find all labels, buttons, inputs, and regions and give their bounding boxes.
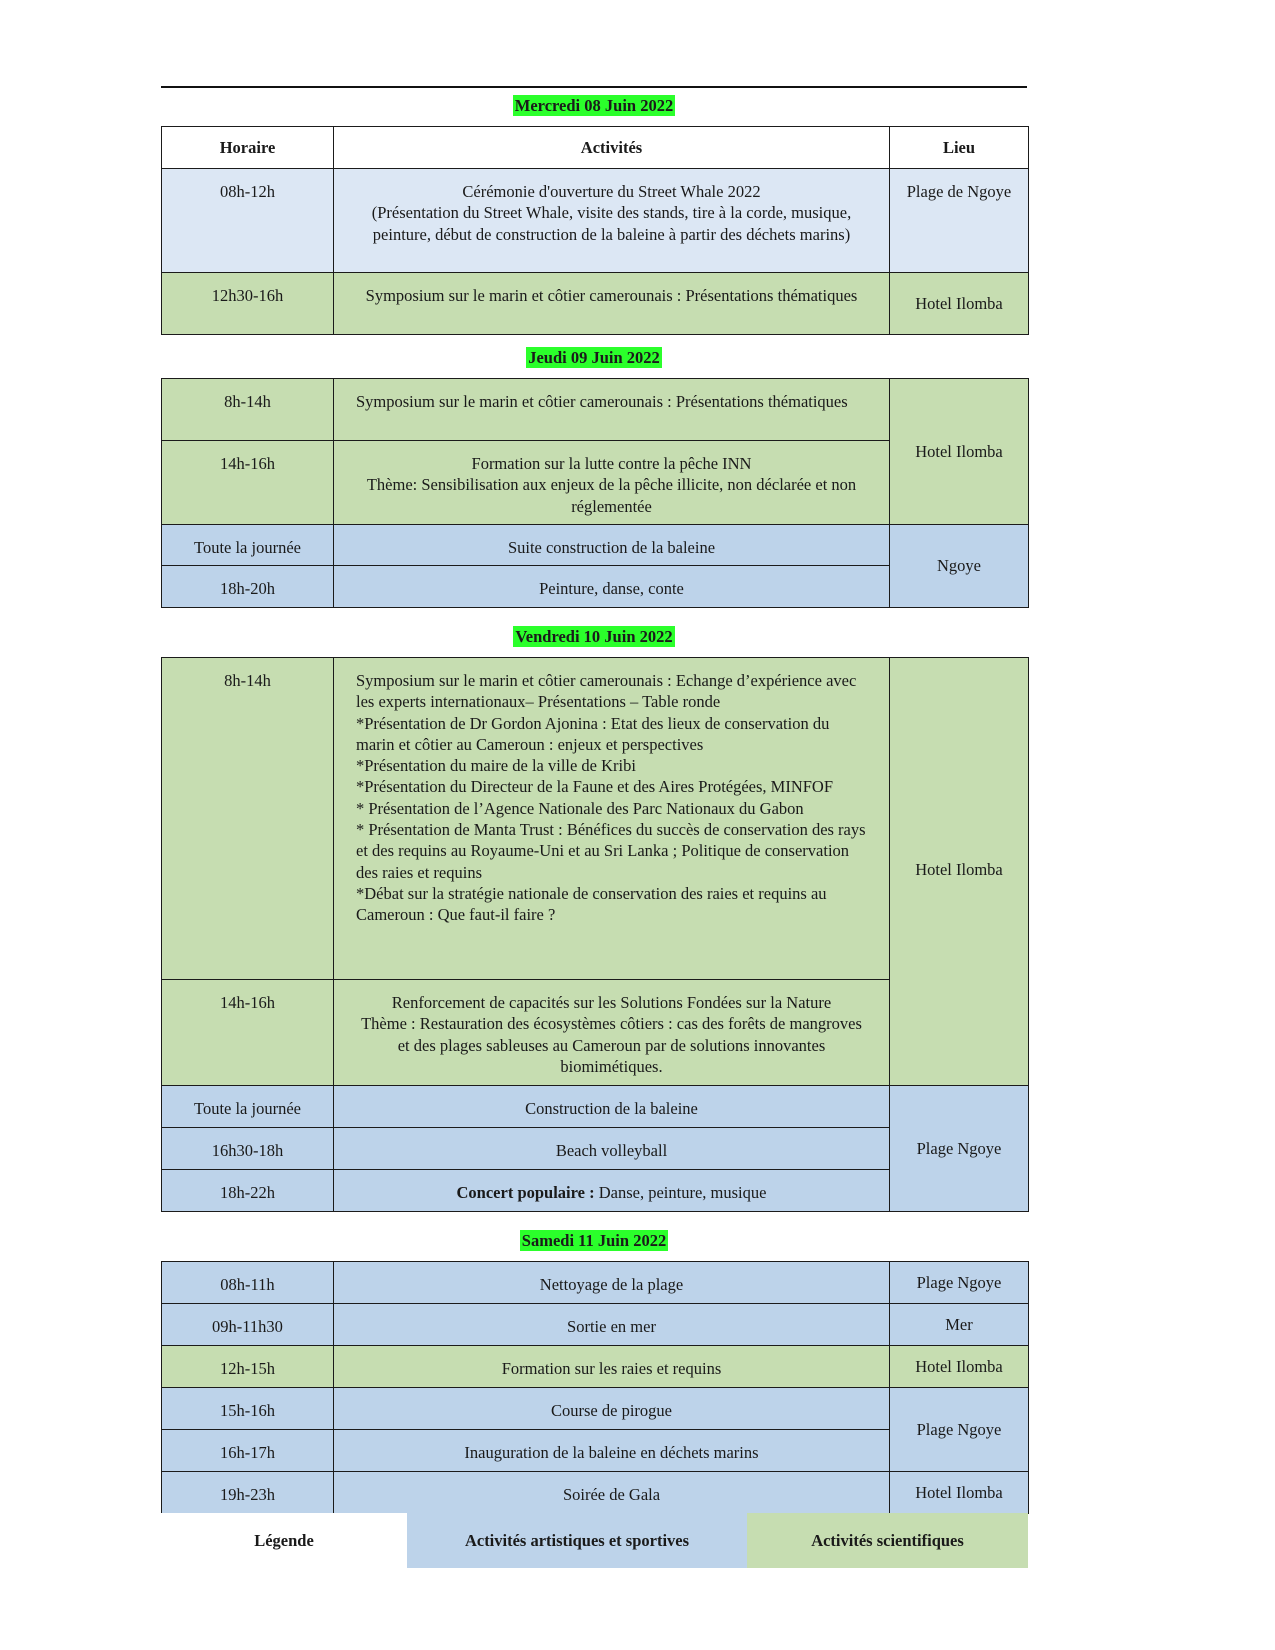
lieu-cell: Plage Ngoye (890, 1262, 1029, 1304)
time-cell: 12h-15h (162, 1346, 334, 1388)
time-cell: 09h-11h30 (162, 1304, 334, 1346)
schedule-table-samedi (161, 1261, 1029, 1514)
day-title-samedi (161, 1231, 1027, 1251)
time-cell: Toute la journée (162, 1086, 334, 1128)
lieu-cell: Ngoye (890, 525, 1029, 608)
time-cell: 8h-14h (162, 658, 334, 980)
legend-artistic: Activités artistiques et sportives (407, 1513, 747, 1568)
time-cell: 12h30-16h (162, 273, 334, 335)
time-cell: 16h-17h (162, 1430, 334, 1472)
time-cell: Toute la journée (162, 525, 334, 566)
legend-scientific: Activités scientifiques (747, 1513, 1028, 1568)
day-title-mercredi (161, 96, 1027, 116)
time-cell: 14h-16h (162, 441, 334, 525)
activity-cell: Symposium sur le marin et côtier camerounais : Echange d’expérience avec les experts internationaux– Présentations – Table ronde *Présentation de Dr Gordon Ajonina : Etat des lieux de conservation du marin et côtier au Cameroun : enjeux et perspectives *Présentation du maire de la ville de Kribi *Présentation du Directeur de la Faune et des Aires Protégées, MINFOF * Présentation de l’Agence Nationale des Parc Nationaux du Gabon * Présentation de Manta Trust : Bénéfices du succès de conservation des rays et des requins au Royaume-Uni et au Sri Lanka ; Politique de conservation des raies et requins *Débat sur la stratégie nationale de conservation des raies et requins au Cameroun : Que faut-il faire ? (334, 658, 890, 980)
time-cell: 15h-16h (162, 1388, 334, 1430)
lieu-cell: Plage de Ngoye (890, 169, 1029, 273)
schedule-table-vendredi (161, 657, 1029, 1212)
header-lieu: Lieu (890, 127, 1029, 169)
top-rule (161, 86, 1027, 88)
activity-bold-label: Concert populaire : (456, 1183, 595, 1202)
activity-cell: Formation sur la lutte contre la pêche INN Thème: Sensibilisation aux enjeux de la pêche illicite, non déclarée et non réglementée (334, 441, 890, 525)
table-row (162, 658, 1029, 980)
activity-cell: Formation sur les raies et requins (334, 1346, 890, 1388)
table-row (162, 1304, 1029, 1346)
lieu-cell: Plage Ngoye (890, 1388, 1029, 1472)
time-cell: 08h-11h (162, 1262, 334, 1304)
activity-cell: Soirée de Gala (334, 1472, 890, 1514)
activity-cell: Construction de la baleine (334, 1086, 890, 1128)
time-cell: 16h30-18h (162, 1128, 334, 1170)
time-cell: 18h-20h (162, 566, 334, 608)
lieu-cell: Hotel Ilomba (890, 658, 1029, 1086)
lieu-cell: Mer (890, 1304, 1029, 1346)
day-title-text: Jeudi 09 Juin 2022 (528, 348, 660, 367)
time-cell: 18h-22h (162, 1170, 334, 1212)
activity-cell: Symposium sur le marin et côtier camerounais : Présentations thématiques (334, 273, 890, 335)
activity-cell: Inauguration de la baleine en déchets marins (334, 1430, 890, 1472)
table-row (162, 379, 1029, 441)
activity-text: Danse, peinture, musique (594, 1183, 767, 1202)
activity-cell: Symposium sur le marin et côtier camerounais : Présentations thématiques (334, 379, 890, 441)
activity-cell: Cérémonie d'ouverture du Street Whale 2022 (Présentation du Street Whale, visite des stands, tire à la corde, musique, peinture, début de construction de la baleine à partir des déchets marins) (334, 169, 890, 273)
time-cell: 08h-12h (162, 169, 334, 273)
activity-cell: Course de pirogue (334, 1388, 890, 1430)
activity-cell (334, 1170, 890, 1212)
day-title-jeudi (161, 348, 1027, 368)
table-row (162, 1388, 1029, 1430)
time-cell: 14h-16h (162, 980, 334, 1086)
day-title-text: Samedi 11 Juin 2022 (521, 1231, 667, 1250)
table-row (162, 525, 1029, 566)
lieu-cell: Hotel Ilomba (890, 1346, 1029, 1388)
legend-label: Légende (161, 1513, 407, 1568)
schedule-table-jeudi (161, 378, 1029, 608)
table-header-row (162, 127, 1029, 169)
table-row (162, 273, 1029, 335)
activity-cell: Peinture, danse, conte (334, 566, 890, 608)
header-activites: Activités (334, 127, 890, 169)
day-title-text: Vendredi 10 Juin 2022 (515, 627, 673, 646)
lieu-cell: Hotel Ilomba (890, 1472, 1029, 1514)
time-cell: 8h-14h (162, 379, 334, 441)
activity-cell: Beach volleyball (334, 1128, 890, 1170)
table-row (162, 1472, 1029, 1514)
legend (161, 1513, 1028, 1568)
table-row (162, 1262, 1029, 1304)
activity-cell: Renforcement de capacités sur les Solutions Fondées sur la Nature Thème : Restauration des écosystèmes côtiers : cas des forêts de mangroves et des plages sableuses au Cameroun par de solutions innovantes biomimétiques. (334, 980, 890, 1086)
lieu-cell: Hotel Ilomba (890, 273, 1029, 335)
schedule-table-mercredi (161, 126, 1029, 335)
activity-cell: Nettoyage de la plage (334, 1262, 890, 1304)
table-row (162, 1086, 1029, 1128)
day-title-text: Mercredi 08 Juin 2022 (514, 96, 674, 115)
header-horaire: Horaire (162, 127, 334, 169)
table-row (162, 1346, 1029, 1388)
lieu-cell: Plage Ngoye (890, 1086, 1029, 1212)
activity-cell: Sortie en mer (334, 1304, 890, 1346)
time-cell: 19h-23h (162, 1472, 334, 1514)
table-row (162, 169, 1029, 273)
activity-cell: Suite construction de la baleine (334, 525, 890, 566)
lieu-cell: Hotel Ilomba (890, 379, 1029, 525)
day-title-vendredi (161, 627, 1027, 647)
